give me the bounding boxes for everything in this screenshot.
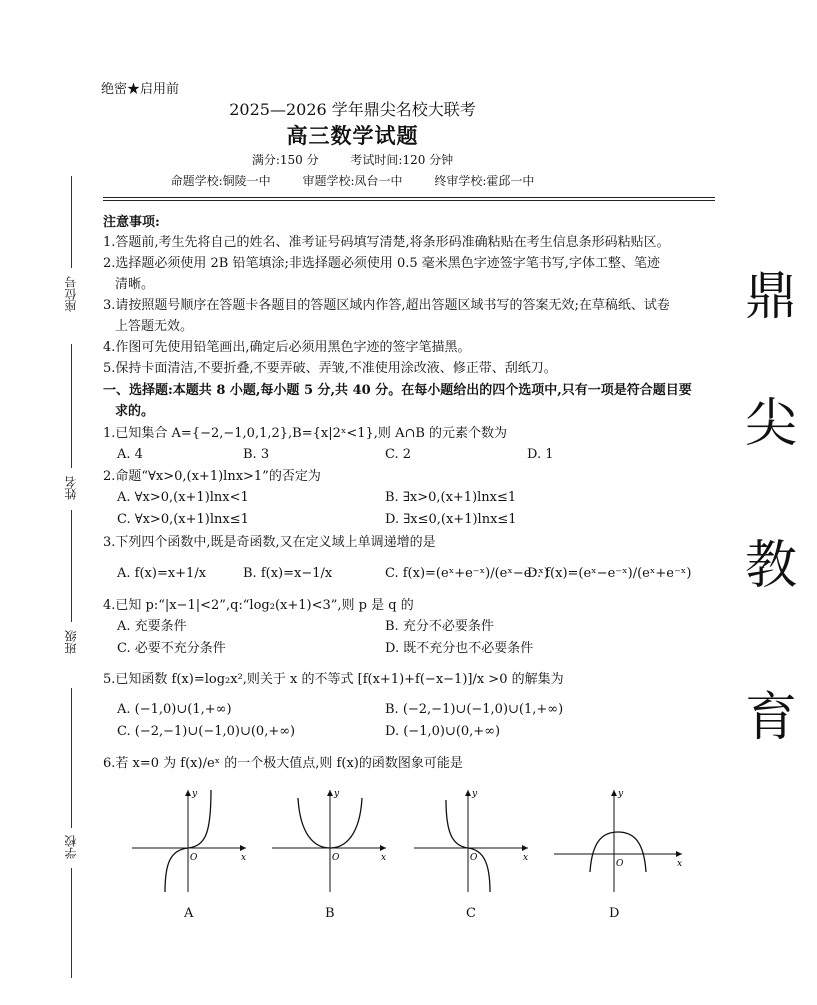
notice-item: 清晰。 [115,277,155,292]
binding-line [71,510,72,622]
seat-label: 座位号 [64,276,78,312]
q2-option-b[interactable]: B. ∃x>0,(x+1)lnx≤1 [385,490,517,505]
binding-line [71,868,72,978]
binding-line [71,176,72,268]
question-5-stem: 5.已知函数 f(x)=log₂x²,则关于 x 的不等式 [f(x+1)+f(−x−1)]/x >0 的解集为 [103,672,564,687]
brand-char: 育 [745,688,798,748]
notice-list [103,232,717,379]
graph-a-label: A [184,906,194,921]
origin-label: O [616,859,624,869]
section-heading-line: 一、选择题:本题共 8 小题,每小题 5 分,共 40 分。在每小题给出的四个选项中,只有一项是符合题目要 [103,383,692,398]
q2-option-a[interactable]: A. ∀x>0,(x+1)lnx<1 [117,490,249,505]
notice-item: 1.答题前,考生先将自己的姓名、准考证号码填写清楚,将条形码准确粘贴在考生信息条形码粘贴区。 [103,235,670,250]
exam-title: 2025—2026 学年鼎尖名校大联考 [229,100,476,119]
exam-subtitle: 高三数学试题 [286,123,419,148]
q3-option-c[interactable]: C. f(x)=(eˣ+e⁻ˣ)/(eˣ−e⁻ˣ) [385,566,549,581]
y-axis-label: y [192,789,198,799]
q2-option-c[interactable]: C. ∀x>0,(x+1)lnx≤1 [117,512,249,527]
graph-d[interactable] [552,786,686,896]
y-axis-label: y [334,789,340,799]
brand-char: 尖 [745,394,798,454]
notice-title: 注意事项: [103,215,160,230]
q1-option-c[interactable]: C. 2 [385,447,412,462]
question-1-stem: 1.已知集合 A={−2,−1,0,1,2},B={x|2ˣ<1},则 A∩B 的元素个数为 [103,426,508,441]
graph-c[interactable] [412,786,532,896]
y-axis-label: y [618,789,624,799]
graph-b[interactable] [270,786,390,896]
x-axis-label: x [523,853,529,863]
graph-a[interactable] [130,786,250,896]
question-4-stem: 4.已知 p:“|x−1|<2”,q:“log₂(x+1)<3”,则 p 是 q 的 [103,598,414,613]
reviewer-school: 审题学校:凤台一中 [302,174,403,188]
section-heading [103,380,717,422]
final-reviewer-school: 终审学校:霍邱一中 [434,174,535,188]
name-label: 姓名 [64,476,78,500]
q4-option-a[interactable]: A. 充要条件 [117,619,187,634]
full-score: 满分:150 分 [251,153,319,167]
q4-option-d[interactable]: D. 既不充分也不必要条件 [385,641,534,656]
graph-c-label: C [466,906,476,921]
notice-item: 3.请按照题号顺序在答题卡各题目的答题区域内作答,超出答题区域书写的答案无效;在草稿纸、试卷 [103,298,670,313]
q3-option-a[interactable]: A. f(x)=x+1/x [117,566,207,581]
notice-item: 2.选择题必须使用 2B 铅笔填涂;非选择题必须使用 0.5 毫米黑色字迹签字笔书写,字体工整、笔迹 [103,256,660,271]
section-heading-line: 求的。 [115,404,155,419]
q5-option-c[interactable]: C. (−2,−1)∪(−1,0)∪(0,+∞) [117,724,296,739]
header-divider [103,197,715,198]
exam-time: 考试时间:120 分钟 [350,153,454,167]
q3-option-b[interactable]: B. f(x)=x−1/x [243,566,333,581]
question-6-stem: 6.若 x=0 为 f(x)/eˣ 的一个极大值点,则 f(x)的函数图象可能是 [103,756,463,771]
q5-option-b[interactable]: B. (−2,−1)∪(−1,0)∪(1,+∞) [385,702,564,717]
origin-label: O [332,853,340,863]
x-axis-label: x [381,853,387,863]
proposer-school: 命题学校:铜陵一中 [170,174,271,188]
notice-item: 上答题无效。 [115,319,194,334]
x-axis-label: x [241,853,247,863]
notice-item: 5.保持卡面清洁,不要折叠,不要弄破、弄皱,不准使用涂改液、修正带、刮纸刀。 [103,361,557,376]
school-label: 学校 [64,835,78,859]
question-2-stem: 2.命题“∀x>0,(x+1)lnx>1”的否定为 [103,469,321,484]
q4-option-b[interactable]: B. 充分不必要条件 [385,619,494,634]
origin-label: O [470,853,478,863]
exam-schools [0,172,705,189]
q1-option-b[interactable]: B. 3 [243,447,270,462]
q5-option-a[interactable]: A. (−1,0)∪(1,+∞) [117,702,232,717]
graph-d-label: D [609,906,620,921]
y-axis-label: y [472,789,478,799]
graph-b-label: B [325,906,335,921]
secret-label: 绝密★启用前 [101,82,180,97]
binding-line [71,344,72,468]
binding-line [71,688,72,828]
q1-option-a[interactable]: A. 4 [117,447,143,462]
q2-option-d[interactable]: D. ∃x≤0,(x+1)lnx≤1 [385,512,517,527]
q4-option-c[interactable]: C. 必要不充分条件 [117,641,226,656]
question-3-stem: 3.下列四个函数中,既是奇函数,又在定义域上单调递增的是 [103,535,436,550]
q1-option-d[interactable]: D. 1 [527,447,554,462]
q3-option-d[interactable]: D. f(x)=(eˣ−e⁻ˣ)/(eˣ+e⁻ˣ) [527,566,692,581]
brand-char: 鼎 [745,267,798,327]
x-axis-label: x [677,859,683,869]
origin-label: O [190,853,198,863]
brand-char: 教 [745,536,798,596]
notice-item: 4.作图可先使用铅笔画出,确定后必须用黑色字迹的签字笔描黑。 [103,340,471,355]
header-divider [103,200,715,201]
class-label: 班级 [64,630,78,654]
exam-meta [0,151,705,168]
q5-option-d[interactable]: D. (−1,0)∪(0,+∞) [385,724,501,739]
